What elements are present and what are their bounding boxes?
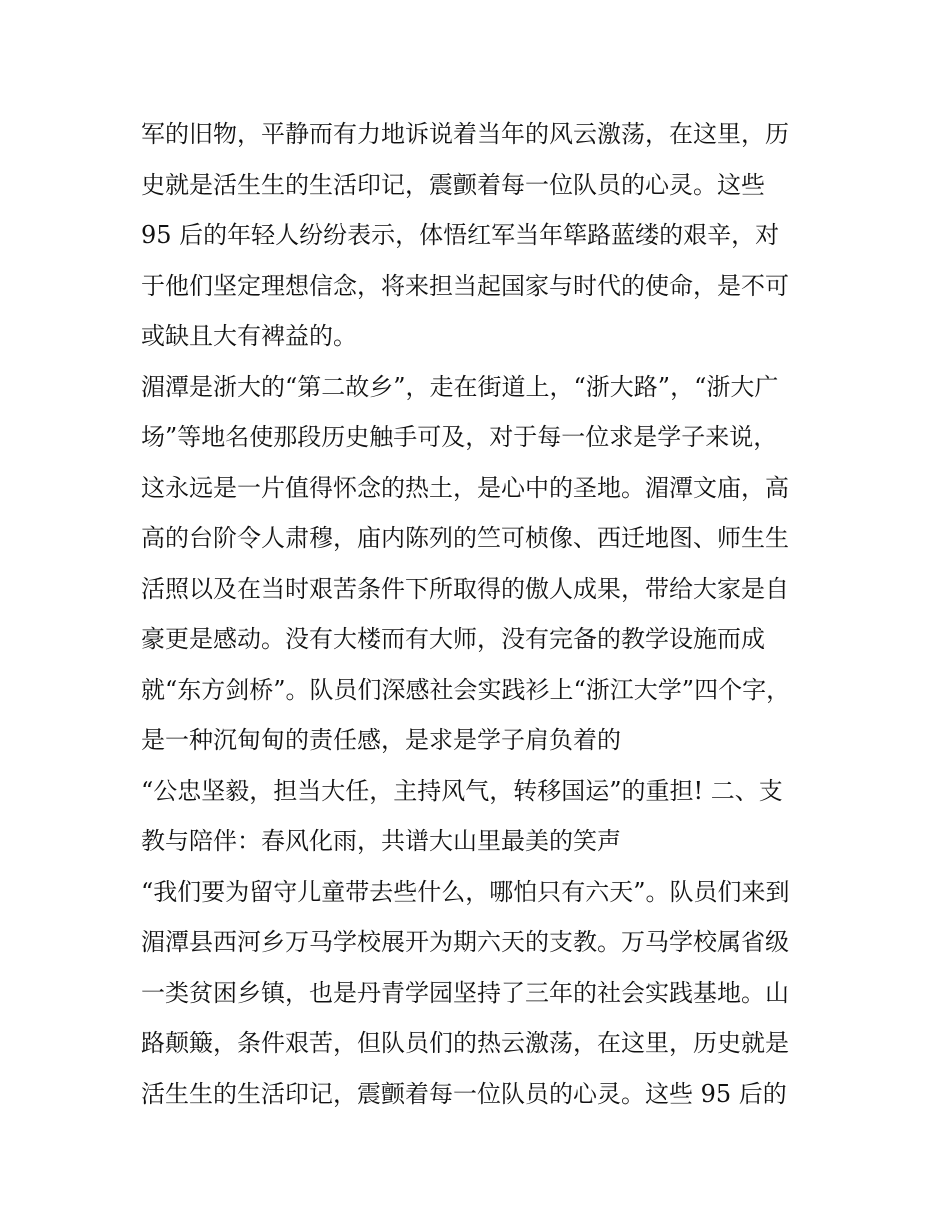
text-line: 活照以及在当时艰苦条件下所取得的傲人成果，带给大家是自 [141, 574, 789, 603]
text-line: 场”等地名使那段历史触手可及，对于每一位求是学子来说， [141, 423, 778, 451]
text-line: 军的旧物，平静而有力地诉说着当年的风云激荡，在这里，历 [141, 120, 789, 148]
text-line: 这永远是一片值得怀念的热土，是心中的圣地。湄潭文庙，高 [141, 473, 789, 502]
text-line: 史就是活生生的生活印记，震颤着每一位队员的心灵。这些 [141, 170, 765, 199]
text-line: 高的台阶令人肃穆，庙内陈列的竺可桢像、西迁地图、师生生 [141, 524, 789, 552]
text-line: 活生生的生活印记，震颤着每一位队员的心灵。这些 95 后的 [141, 1079, 787, 1108]
text-line: 95 后的年轻人纷纷表示，体悟红军当年筚路蓝缕的艰辛，对 [141, 221, 780, 249]
text-line: “我们要为留守儿童带去些什么，哪怕只有六天”。队员们来到 [141, 877, 790, 906]
text-line: 或缺且大有裨益的。 [141, 322, 357, 350]
text-line: 是一种沉甸甸的责任感，是求是学子肩负着的 [141, 726, 621, 754]
text-line: 豪更是感动。没有大楼而有大师，没有完备的教学设施而成 [141, 625, 765, 653]
text-line: 湄潭县西河乡万马学校展开为期六天的支教。万马学校属省级 [141, 928, 789, 956]
text-line: 湄潭是浙大的“第二故乡”，走在街道上，“浙大路”，“浙大广 [141, 372, 779, 401]
text-line: “公忠坚毅，担当大任，主持风气，转移国运”的重担! 二、支 [141, 776, 783, 805]
text-line: 就“东方剑桥”。队员们深感社会实践衫上“浙江大学”四个字， [141, 675, 791, 704]
text-line: 一类贫困乡镇，也是丹青学园坚持了三年的社会实践基地。山 [141, 978, 789, 1007]
text-line: 路颠簸，条件艰苦，但队员们的热云激荡，在这里，历史就是 [141, 1029, 789, 1057]
body-text [141, 109, 821, 1119]
text-line: 于他们坚定理想信念，将来担当起国家与时代的使命，是不可 [141, 271, 789, 300]
text-line: 教与陪伴：春风化雨，共谱大山里最美的笑声 [141, 827, 621, 855]
